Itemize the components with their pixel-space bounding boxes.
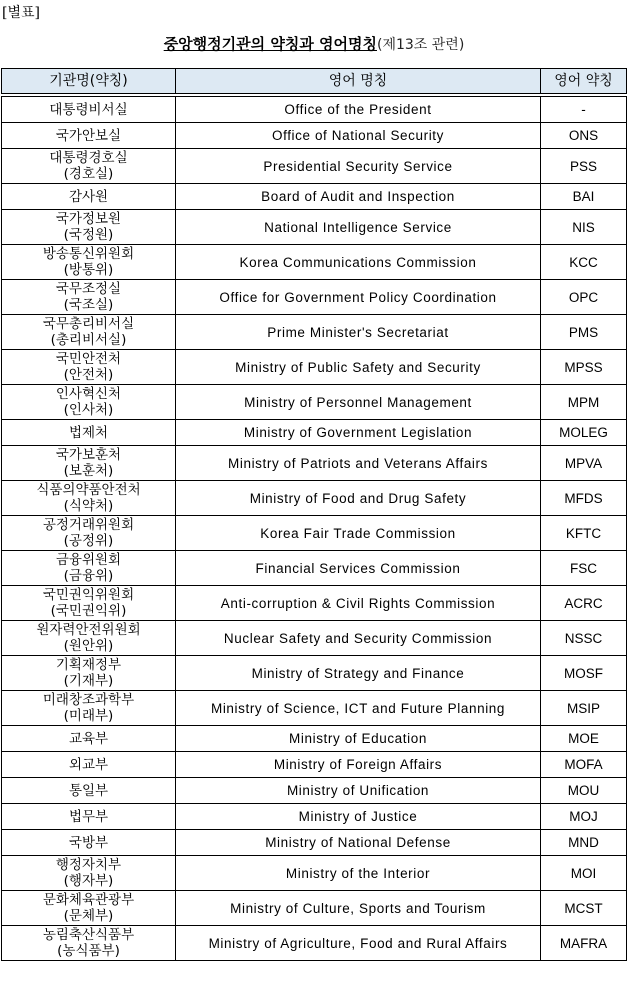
- agency-name-cell: [2, 315, 176, 350]
- english-abbr-cell: NIS: [541, 210, 627, 245]
- agency-name: 금융위원회: [55, 552, 122, 568]
- english-name-cell: Ministry of the Interior: [176, 856, 541, 891]
- annex-label: [별표]: [2, 5, 40, 21]
- header-agency-name: 기관명(약칭): [2, 69, 176, 94]
- table-row: [2, 315, 627, 350]
- english-name-cell: Ministry of Public Safety and Security: [176, 350, 541, 385]
- english-abbr-cell: ONS: [541, 123, 627, 149]
- agency-short-name: (방통위): [63, 262, 114, 278]
- english-name-cell: Financial Services Commission: [176, 551, 541, 586]
- english-name-cell: Ministry of Justice: [176, 804, 541, 830]
- table-row: [2, 656, 627, 691]
- table-row: [2, 446, 627, 481]
- english-name-cell: Ministry of Personnel Management: [176, 385, 541, 420]
- table-row: [2, 97, 627, 123]
- english-abbr-cell: MND: [541, 830, 627, 856]
- agency-name-table: [1, 68, 627, 961]
- english-abbr-cell: MOLEG: [541, 420, 627, 446]
- agency-short-name: (국민권익위): [50, 603, 127, 619]
- english-name-cell: Ministry of Food and Drug Safety: [176, 481, 541, 516]
- agency-name: 농림축산식품부: [42, 927, 135, 943]
- title-sub: (제13조 관련): [377, 37, 465, 53]
- agency-name: 방송통신위원회: [42, 246, 135, 262]
- agency-short-name: (행자부): [63, 873, 114, 889]
- agency-name: 인사혁신처: [55, 386, 122, 402]
- agency-short-name: (금융위): [63, 568, 114, 584]
- english-abbr-cell: ACRC: [541, 586, 627, 621]
- english-name-cell: Anti-corruption & Civil Rights Commission: [176, 586, 541, 621]
- agency-name: 문화체육관광부: [42, 892, 135, 908]
- english-name-cell: Korea Fair Trade Commission: [176, 516, 541, 551]
- agency-name-cell: [2, 245, 176, 280]
- table-row: [2, 385, 627, 420]
- agency-name-cell: [2, 586, 176, 621]
- agency-name-cell: [2, 446, 176, 481]
- english-abbr-cell: OPC: [541, 280, 627, 315]
- agency-short-name: (인사처): [63, 402, 114, 418]
- agency-name: 식품의약품안전처: [36, 482, 141, 498]
- agency-name-cell: [2, 385, 176, 420]
- english-abbr-cell: MOFA: [541, 752, 627, 778]
- agency-name: 법무부: [68, 808, 109, 825]
- agency-name-cell: [2, 656, 176, 691]
- table-row: [2, 420, 627, 446]
- table-row: [2, 280, 627, 315]
- table-row: [2, 184, 627, 210]
- table-row: [2, 926, 627, 961]
- english-name-cell: Korea Communications Commission: [176, 245, 541, 280]
- agency-name-cell: [2, 752, 176, 778]
- english-abbr-cell: MOSF: [541, 656, 627, 691]
- table-row: [2, 245, 627, 280]
- agency-name: 국무조정실: [55, 281, 122, 297]
- agency-name-cell: [2, 280, 176, 315]
- english-abbr-cell: MOI: [541, 856, 627, 891]
- english-name-cell: Presidential Security Service: [176, 149, 541, 184]
- document-title: [0, 33, 628, 54]
- english-name-cell: Ministry of Government Legislation: [176, 420, 541, 446]
- title-main: 중앙행정기관의 약칭과 영어명칭: [163, 35, 377, 53]
- agency-name: 공정거래위원회: [42, 517, 135, 533]
- agency-name: 국방부: [68, 834, 109, 851]
- agency-name-cell: [2, 856, 176, 891]
- agency-short-name: (기재부): [63, 673, 114, 689]
- agency-name: 국가안보실: [55, 127, 122, 144]
- agency-name-cell: [2, 804, 176, 830]
- agency-name: 교육부: [68, 730, 109, 747]
- table-row: [2, 726, 627, 752]
- english-abbr-cell: MFDS: [541, 481, 627, 516]
- agency-name: 국가정보원: [55, 211, 122, 227]
- table-row: [2, 350, 627, 385]
- english-name-cell: Ministry of Agriculture, Food and Rural Affairs: [176, 926, 541, 961]
- table-row: [2, 481, 627, 516]
- english-name-cell: Ministry of Education: [176, 726, 541, 752]
- agency-name-cell: [2, 149, 176, 184]
- agency-name-cell: [2, 210, 176, 245]
- table-row: [2, 891, 627, 926]
- agency-short-name: (총리비서실): [50, 332, 127, 348]
- agency-name: 미래창조과학부: [42, 692, 135, 708]
- header-english-abbr: 영어 약칭: [541, 69, 627, 94]
- english-abbr-cell: KCC: [541, 245, 627, 280]
- agency-short-name: (문체부): [63, 908, 114, 924]
- table-row: [2, 804, 627, 830]
- agency-name: 국무총리비서실: [42, 316, 135, 332]
- english-abbr-cell: MAFRA: [541, 926, 627, 961]
- english-abbr-cell: MOU: [541, 778, 627, 804]
- english-name-cell: Ministry of Strategy and Finance: [176, 656, 541, 691]
- agency-name-cell: [2, 516, 176, 551]
- agency-name: 법제처: [68, 424, 109, 441]
- english-abbr-cell: MPSS: [541, 350, 627, 385]
- english-name-cell: National Intelligence Service: [176, 210, 541, 245]
- agency-name-cell: [2, 891, 176, 926]
- english-abbr-cell: MPM: [541, 385, 627, 420]
- agency-name: 원자력안전위원회: [36, 622, 141, 638]
- english-name-cell: Office for Government Policy Coordination: [176, 280, 541, 315]
- agency-name: 국민안전처: [55, 351, 122, 367]
- agency-short-name: (보훈처): [63, 463, 114, 479]
- english-abbr-cell: MSIP: [541, 691, 627, 726]
- agency-short-name: (국정원): [63, 227, 114, 243]
- english-name-cell: Office of National Security: [176, 123, 541, 149]
- agency-name-cell: [2, 350, 176, 385]
- table-row: [2, 149, 627, 184]
- agency-name-cell: [2, 778, 176, 804]
- agency-short-name: (경호실): [63, 166, 114, 182]
- agency-name-cell: [2, 551, 176, 586]
- table-header-row: [2, 69, 627, 94]
- table-row: [2, 691, 627, 726]
- english-name-cell: Nuclear Safety and Security Commission: [176, 621, 541, 656]
- english-name-cell: Prime Minister's Secretariat: [176, 315, 541, 350]
- agency-short-name: (농식품부): [57, 943, 120, 959]
- agency-short-name: (미래부): [63, 708, 114, 724]
- english-name-cell: Office of the President: [176, 97, 541, 123]
- agency-name: 행정자치부: [55, 857, 122, 873]
- table-row: [2, 778, 627, 804]
- english-abbr-cell: PSS: [541, 149, 627, 184]
- table-row: [2, 621, 627, 656]
- table-row: [2, 123, 627, 149]
- agency-name: 국가보훈처: [55, 447, 122, 463]
- agency-name-cell: [2, 420, 176, 446]
- agency-name: 국민권익위원회: [42, 587, 135, 603]
- agency-name-cell: [2, 691, 176, 726]
- table-row: [2, 586, 627, 621]
- agency-name-cell: [2, 481, 176, 516]
- agency-name: 기획재정부: [55, 657, 122, 673]
- agency-name: 외교부: [68, 756, 109, 773]
- table-row: [2, 752, 627, 778]
- english-name-cell: Ministry of Patriots and Veterans Affairs: [176, 446, 541, 481]
- agency-short-name: (안전처): [63, 367, 114, 383]
- english-abbr-cell: MPVA: [541, 446, 627, 481]
- english-abbr-cell: BAI: [541, 184, 627, 210]
- agency-name-cell: [2, 621, 176, 656]
- table-row: [2, 830, 627, 856]
- agency-name: 대통령경호실: [49, 150, 128, 166]
- table-row: [2, 210, 627, 245]
- table-row: [2, 516, 627, 551]
- english-name-cell: Ministry of Science, ICT and Future Planning: [176, 691, 541, 726]
- agency-short-name: (원안위): [63, 638, 114, 654]
- table-row: [2, 856, 627, 891]
- english-abbr-cell: -: [541, 97, 627, 123]
- agency-name: 감사원: [68, 188, 109, 205]
- table-row: [2, 551, 627, 586]
- agency-short-name: (식약처): [63, 498, 114, 514]
- english-name-cell: Ministry of Unification: [176, 778, 541, 804]
- header-english-name: 영어 명칭: [176, 69, 541, 94]
- english-abbr-cell: PMS: [541, 315, 627, 350]
- agency-short-name: (국조실): [63, 297, 114, 313]
- agency-name-cell: [2, 123, 176, 149]
- english-name-cell: Ministry of Foreign Affairs: [176, 752, 541, 778]
- english-abbr-cell: NSSC: [541, 621, 627, 656]
- english-abbr-cell: MCST: [541, 891, 627, 926]
- english-name-cell: Board of Audit and Inspection: [176, 184, 541, 210]
- english-abbr-cell: MOE: [541, 726, 627, 752]
- english-name-cell: Ministry of National Defense: [176, 830, 541, 856]
- agency-name-cell: [2, 97, 176, 123]
- agency-name-cell: [2, 830, 176, 856]
- english-abbr-cell: MOJ: [541, 804, 627, 830]
- agency-name-cell: [2, 726, 176, 752]
- agency-name: 통일부: [68, 782, 109, 799]
- agency-name: 대통령비서실: [49, 101, 128, 118]
- agency-name-cell: [2, 184, 176, 210]
- agency-name-cell: [2, 926, 176, 961]
- english-name-cell: Ministry of Culture, Sports and Tourism: [176, 891, 541, 926]
- agency-short-name: (공정위): [63, 533, 114, 549]
- english-abbr-cell: KFTC: [541, 516, 627, 551]
- english-abbr-cell: FSC: [541, 551, 627, 586]
